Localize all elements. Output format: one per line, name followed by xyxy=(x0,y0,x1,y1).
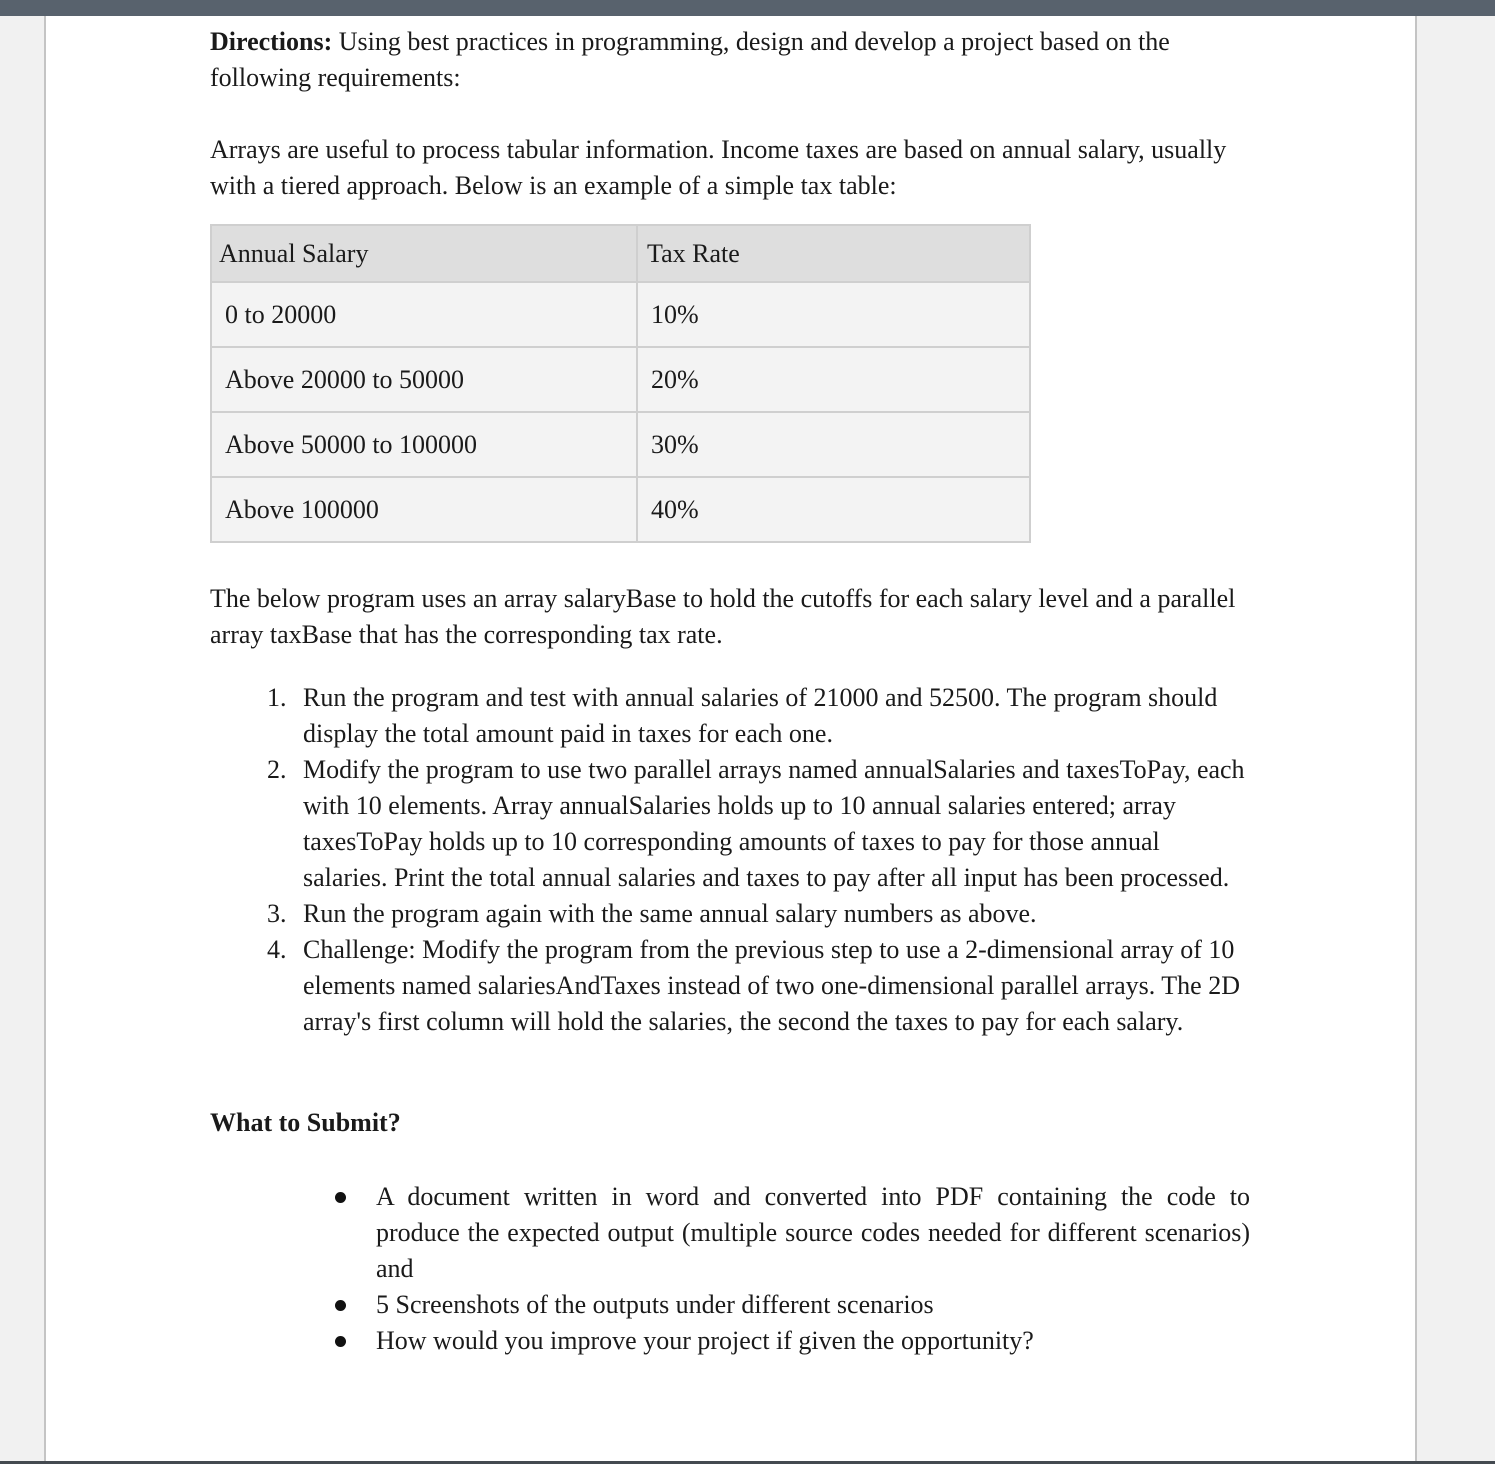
salary-range-cell: Above 50000 to 100000 xyxy=(211,412,637,477)
submit-list xyxy=(210,1179,1250,1359)
list-item: 3. Run the program again with the same annual salary numbers as above. xyxy=(293,896,1250,932)
header-tax-rate: Tax Rate xyxy=(637,225,1030,282)
tax-rate-cell: 40% xyxy=(637,477,1030,542)
bullet-icon xyxy=(335,1192,346,1203)
submit-heading: What to Submit? xyxy=(210,1108,401,1137)
program-description: The below program uses an array salaryBase to hold the cutoffs for each salary level and a parallel array taxBase that has the corresponding tax rate. xyxy=(210,584,1236,649)
list-item xyxy=(376,1323,1250,1359)
list-item xyxy=(376,1179,1250,1287)
salary-range-cell: Above 100000 xyxy=(211,477,637,542)
list-item: 2. Modify the program to use two parallel arrays named annualSalaries and taxesToPay, each with 10 elements. Array annualSalaries holds up to 10 annual salaries entered; array taxesToPay holds up to 10 corresponding amounts of taxes to pay for those annual salaries. Print the total annual salaries and taxes to pay after all input has been processed. xyxy=(293,752,1250,896)
submit-item-text: How would you improve your project if given the opportunity? xyxy=(376,1326,1034,1355)
top-bar xyxy=(0,0,1495,16)
list-item: 1. Run the program and test with annual salaries of 21000 and 52500. The program should display the total amount paid in taxes for each one. xyxy=(293,680,1250,752)
table-row xyxy=(211,477,1030,542)
table-row xyxy=(211,282,1030,347)
list-item: 4. Challenge: Modify the program from the previous step to use a 2-dimensional array of 10 elements named salariesAndTaxes instead of two one-dimensional parallel arrays. The 2D array's first column will hold the salaries, the second the taxes to pay for each salary. xyxy=(293,932,1250,1040)
tax-rate-cell: 30% xyxy=(637,412,1030,477)
salary-range-cell: Above 20000 to 50000 xyxy=(211,347,637,412)
tax-rate-cell: 10% xyxy=(637,282,1030,347)
salary-range-cell: 0 to 20000 xyxy=(211,282,637,347)
tax-table xyxy=(210,224,1031,543)
list-item xyxy=(376,1287,1250,1323)
table-row xyxy=(211,347,1030,412)
tax-rate-cell: 20% xyxy=(637,347,1030,412)
tax-table-header-row xyxy=(211,225,1030,282)
steps-list xyxy=(210,680,1250,1040)
directions-paragraph xyxy=(210,24,1250,96)
table-row xyxy=(211,412,1030,477)
submit-item-text: 5 Screenshots of the outputs under different scenarios xyxy=(376,1290,934,1319)
header-annual-salary: Annual Salary xyxy=(211,225,637,282)
directions-text: Using best practices in programming, design and develop a project based on the following requirements: xyxy=(210,27,1170,92)
intro-paragraph: Arrays are useful to process tabular information. Income taxes are based on annual salary, usually with a tiered approach. Below is an example of a simple tax table: xyxy=(210,135,1227,200)
bullet-icon xyxy=(335,1300,346,1311)
document-content xyxy=(210,24,1250,1359)
submit-item-text: A document written in word and converted into PDF containing the code to produce the expected output (multiple source codes needed for different scenarios) and xyxy=(376,1182,1250,1283)
bullet-icon xyxy=(335,1336,346,1347)
directions-label: Directions: xyxy=(210,27,333,56)
